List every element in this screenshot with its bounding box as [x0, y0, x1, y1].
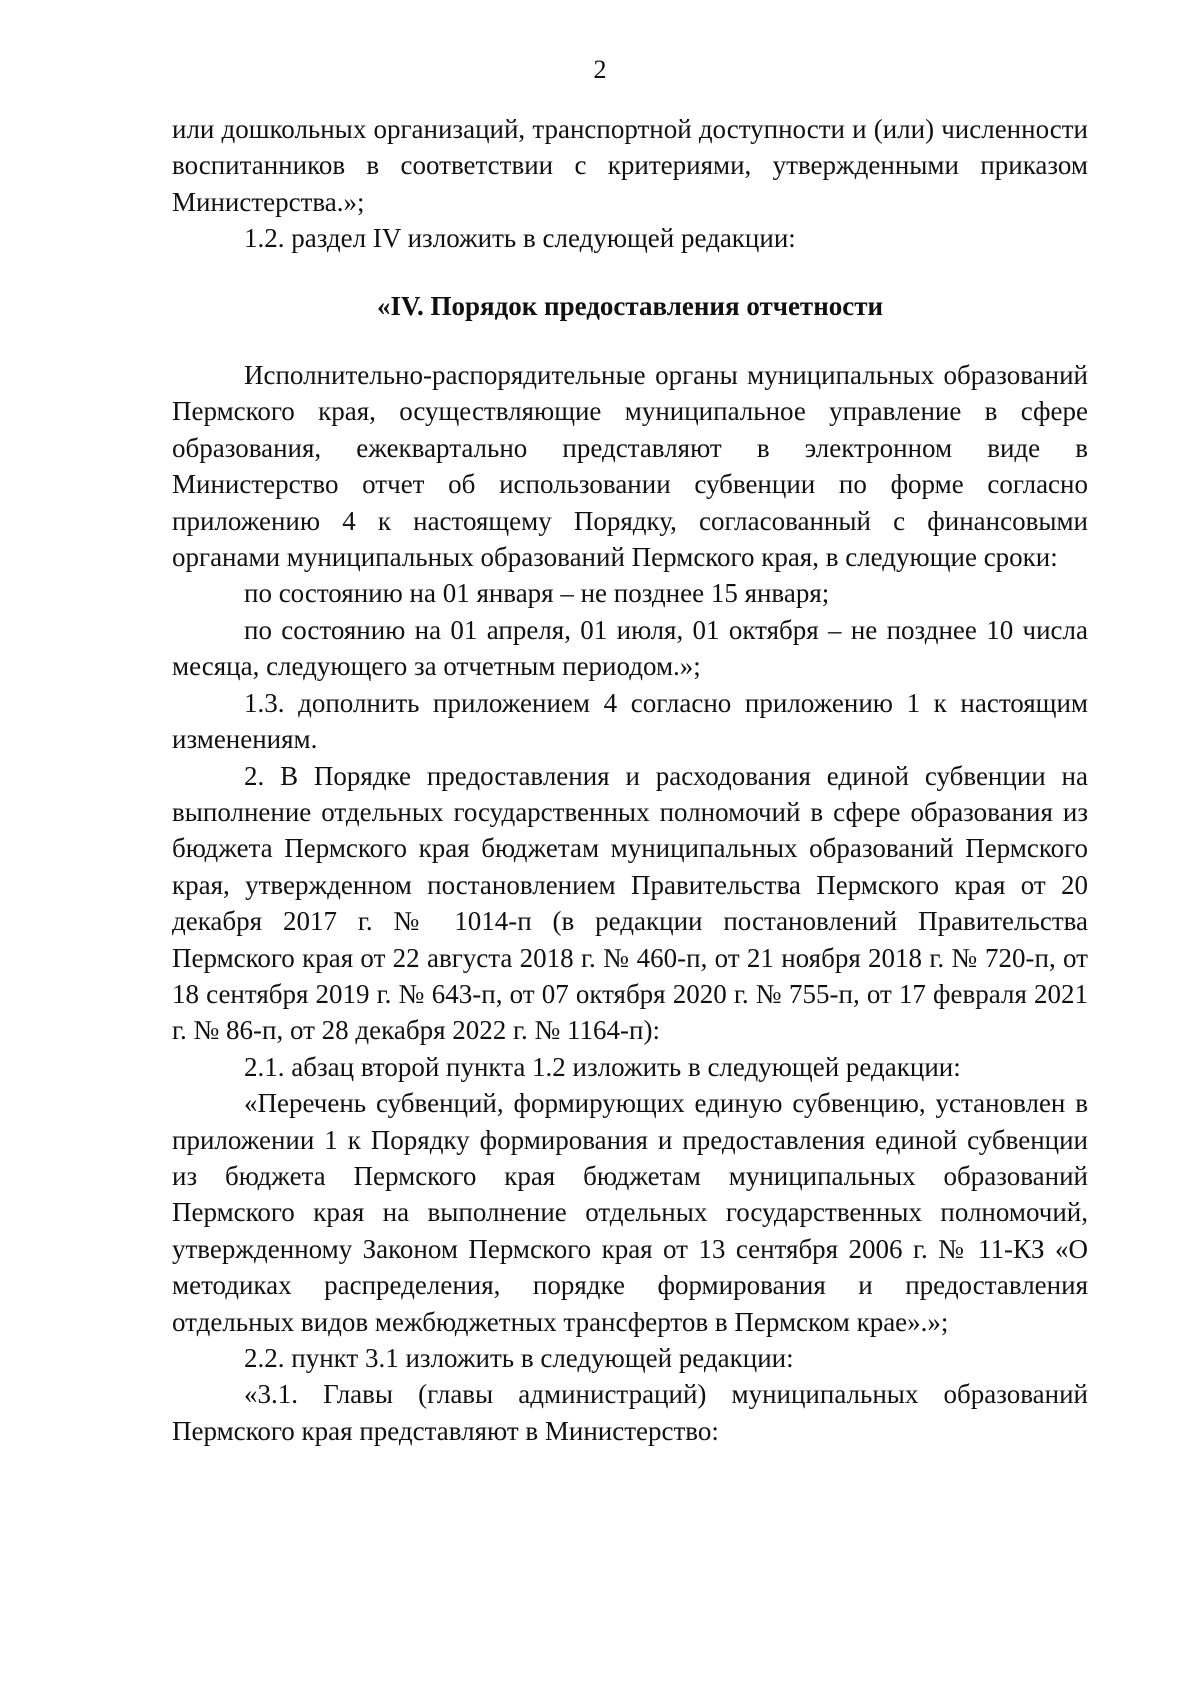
paragraph-item-1-2: 1.2. раздел IV изложить в следующей редакции: [244, 223, 796, 254]
paragraph-item-2-2: 2.2. пункт 3.1 изложить в следующей редакции: [244, 1343, 794, 1373]
paragraph-item-3-1: «3.1. Главы (главы администраций) муниципальных образований Пермского края представляют в Министерство: [172, 1379, 1088, 1446]
paragraph-item-2-1: 2.1. абзац второй пункта 1.2 изложить в следующей редакции: [244, 1051, 961, 1082]
paragraph-continuation: или дошкольных организаций, транспортной доступности и (или) численности воспитанников в соответствии с критериями, утвержденными приказом Министерства.»; [172, 114, 1088, 217]
paragraph-item-2: 2. В Порядке предоставления и расходования единой субвенции на выполнение отдельных государственных полномочий в сфере образования из бюджета Пермского края бюджетам муниципальных образований Пермского края, утвержденном постановлением Правительства Пермского края от 20 декабря 2017 г. № 1014-п (в редакции постановлений Правительства Пермского края от 22 августа 2018 г. № 460-п, от 21 ноября 2018 г. № 720-п, от 18 сентября 2019 г. № 643-п, от 07 октября 2020 г. № 755-п, от 17 февраля 2021 г. № 86-п, от 28 декабря 2022 г. № 1164-п): [172, 760, 1088, 1046]
paragraph-reporting-bodies: Исполнительно-распорядительные органы муниципальных образований Пермского края, осуществляющие муниципальное управление в сфере образования, ежеквартально представляют в электронном виде в Министерство отчет об использовании субвенции по форме согласно приложению 4 к настоящему Порядку, согласованный с финансовыми органами муниципальных образований Пермского края, в следующие сроки: [172, 360, 1088, 573]
document-body [172, 111, 1088, 1449]
paragraph-quarterly-deadline: по состоянию на 01 апреля, 01 июля, 01 октября – не позднее 10 числа месяца, следующего за отчетным периодом.»; [172, 614, 1088, 682]
paragraph-january-deadline: по состоянию на 01 января – не позднее 15 января; [244, 578, 830, 609]
paragraph-item-1-3: 1.3. дополнить приложением 4 согласно приложению 1 к настоящим изменениям. [172, 687, 1088, 755]
page-number: 2 [593, 55, 607, 84]
paragraph-subvention-list: «Перечень субвенций, формирующих единую субвенцию, установлен в приложении 1 к Порядку формирования и предоставления единой субвенции из бюджета Пермского края бюджетам муниципальных образований Пермского края на выполнение отдельных государственных полномочий, утвержденному Законом Пермского края от 13 сентября 2006 г. № 11-КЗ «О методиках распределения, порядке формирования и предоставления отдельных видов межбюджетных трансфертов в Пермском крае».»; [172, 1088, 1088, 1337]
section-heading: «IV. Порядок предоставления отчетности [376, 290, 884, 321]
